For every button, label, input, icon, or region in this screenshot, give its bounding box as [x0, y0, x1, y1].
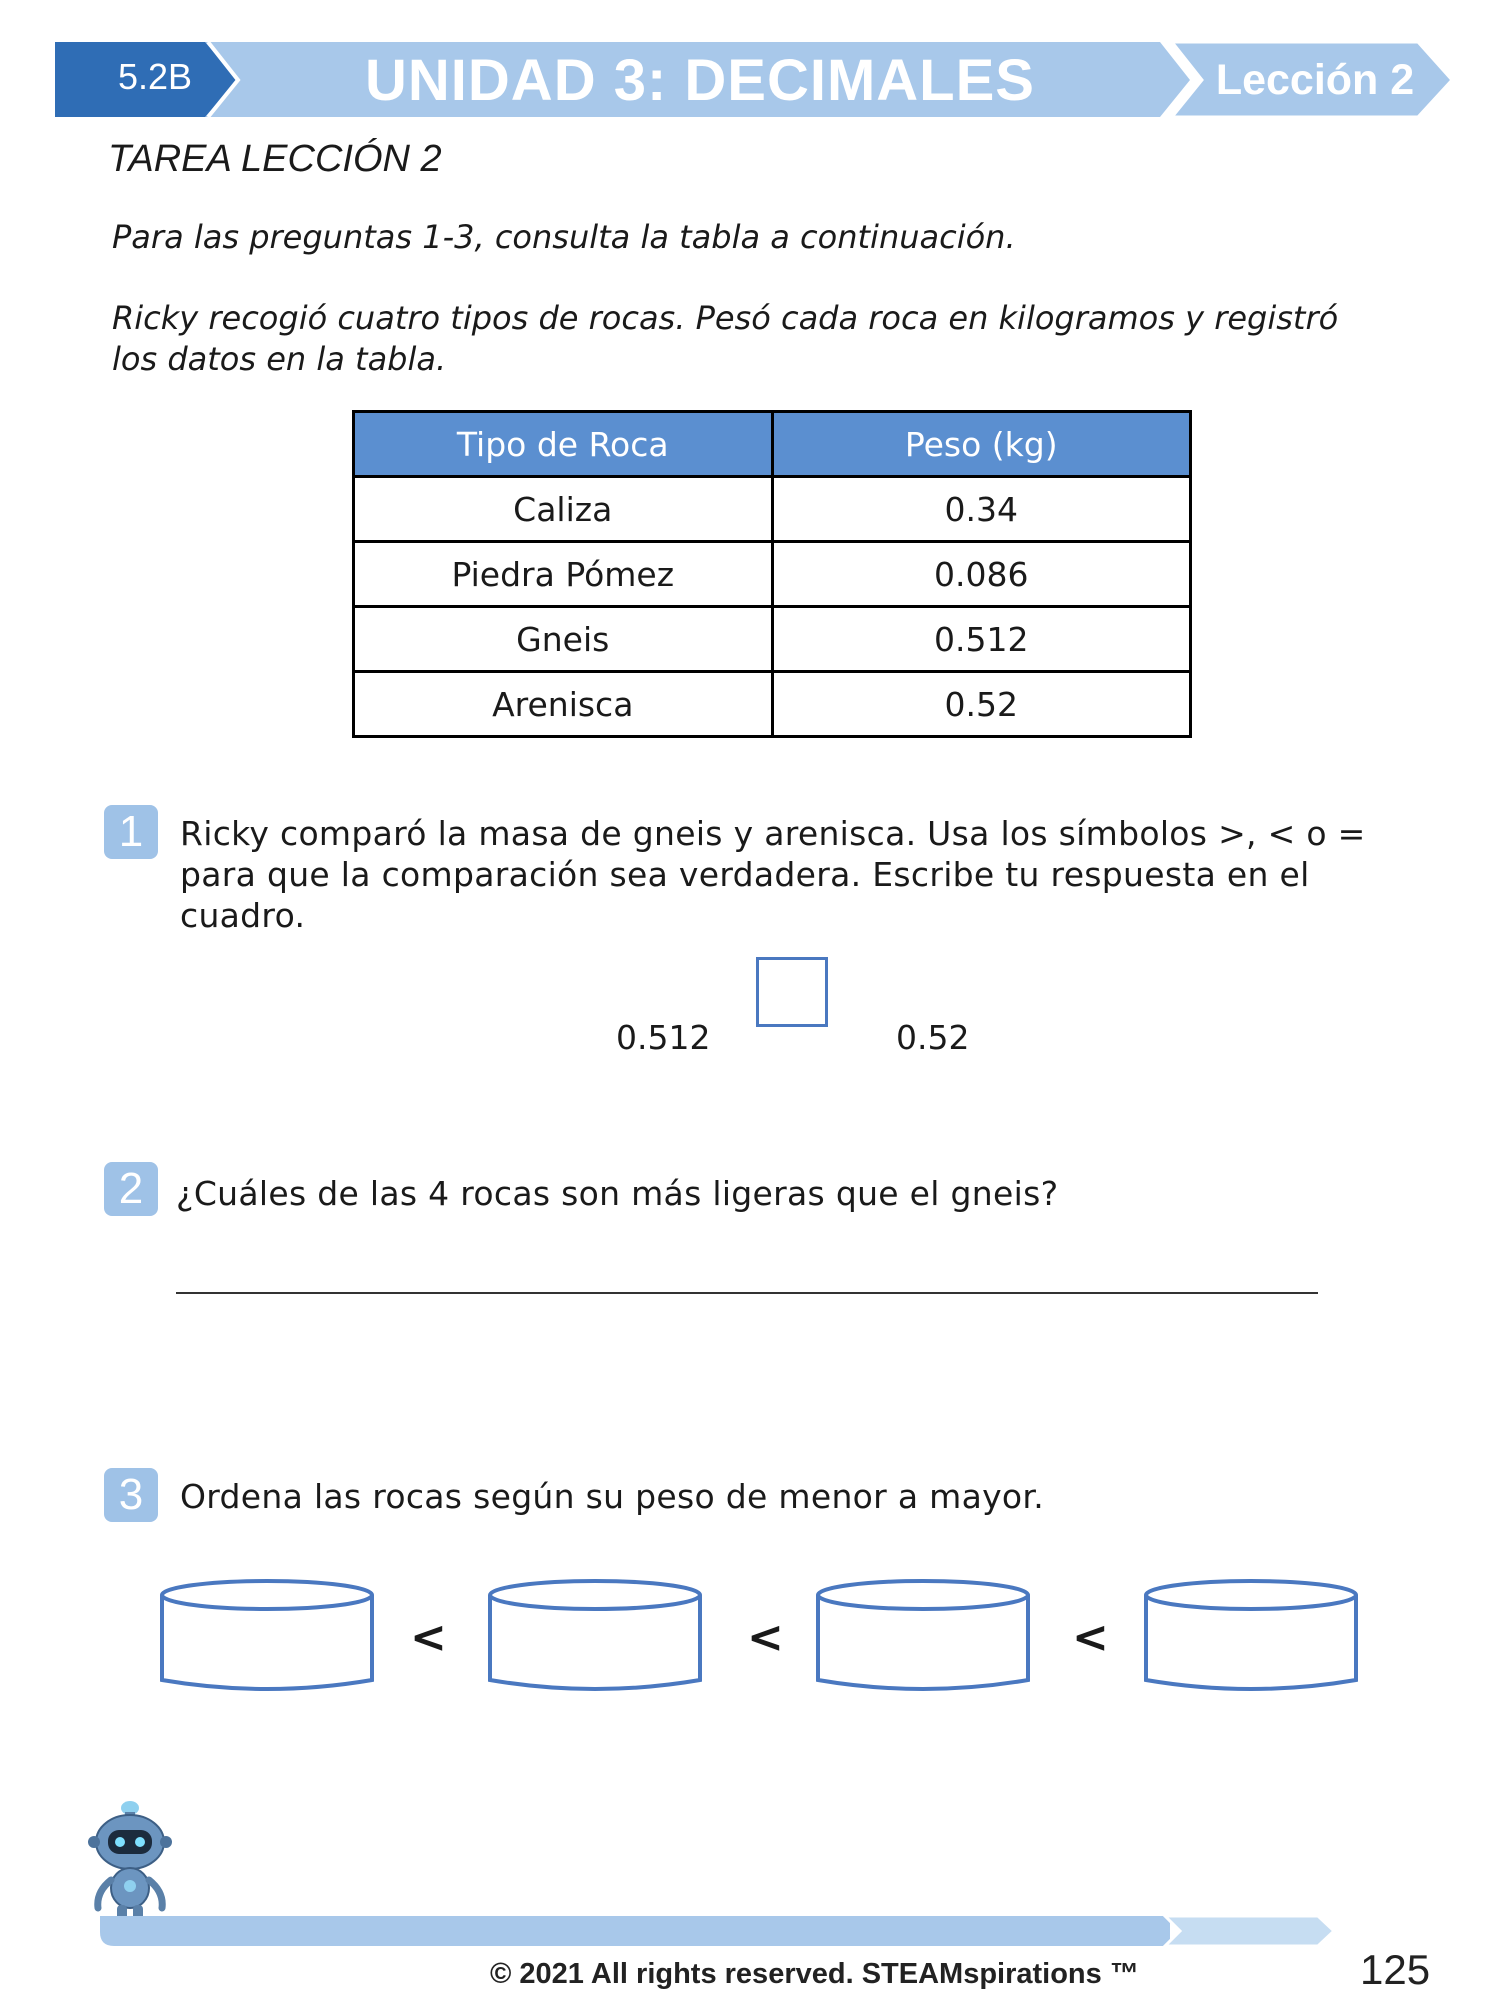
intro-instruction: Para las preguntas 1-3, consulta la tabla a continuación. — [112, 218, 1016, 256]
intro-context: Ricky recogió cuatro tipos de rocas. Pesó cada roca en kilogramos y registró los datos en la tabla. — [112, 299, 1339, 378]
copyright-text: © 2021 All rights reserved. STEAMspirations ™ — [490, 1958, 1139, 1990]
comparison-answer-box[interactable] — [756, 957, 828, 1027]
question-2-text: ¿Cuáles de las 4 rocas son más ligeras que el gneis? — [176, 1174, 1059, 1213]
table-row — [354, 607, 1191, 672]
rock-name-cell: Arenisca — [354, 672, 773, 737]
column-header-rock-type: Tipo de Roca — [354, 412, 773, 477]
rock-name-cell: Caliza — [354, 477, 773, 542]
question-3-text: Ordena las rocas según su peso de menor a mayor. — [180, 1477, 1045, 1516]
comparison-left-value: 0.512 — [616, 1018, 711, 1057]
footer-bar — [100, 1910, 1340, 1952]
less-than-symbol: < — [410, 1612, 447, 1663]
answer-line[interactable] — [176, 1292, 1318, 1294]
question-1-text: Ricky comparó la masa de gneis y arenisca. Usa los símbolos >, < o = para que la comparación sea verdadera. Escribe tu respuesta en el cuadro. — [180, 814, 1366, 935]
table-row — [354, 672, 1191, 737]
rock-weight-cell: 0.34 — [772, 477, 1191, 542]
rock-weight-cell: 0.52 — [772, 672, 1191, 737]
rock-weight-cell: 0.086 — [772, 542, 1191, 607]
rock-weight-cell: 0.512 — [772, 607, 1191, 672]
answer-cylinder[interactable] — [1146, 1581, 1356, 1689]
lesson-label: Lección 2 — [1215, 55, 1415, 104]
unit-code: 5.2B — [117, 56, 193, 97]
rock-name-cell: Piedra Pómez — [354, 542, 773, 607]
less-than-symbol: < — [1072, 1612, 1109, 1663]
comparison-right-value: 0.52 — [896, 1018, 970, 1057]
question-3-badge: 3 — [104, 1468, 158, 1522]
question-1-badge: 1 — [104, 805, 158, 859]
question-2-badge: 2 — [104, 1162, 158, 1216]
unit-title: UNIDAD 3: DECIMALES — [365, 47, 1035, 113]
answer-cylinder[interactable] — [490, 1581, 700, 1689]
table-row — [354, 542, 1191, 607]
less-than-symbol: < — [747, 1612, 784, 1663]
answer-cylinder[interactable] — [818, 1581, 1028, 1689]
table-row — [354, 477, 1191, 542]
answer-cylinder[interactable] — [162, 1581, 372, 1689]
homework-title: TAREA LECCIÓN 2 — [108, 138, 442, 180]
rock-name-cell: Gneis — [354, 607, 773, 672]
column-header-weight: Peso (kg) — [772, 412, 1191, 477]
table-header-row — [354, 412, 1191, 477]
page-number: 125 — [1360, 1946, 1431, 1993]
rock-weight-table — [352, 410, 1192, 738]
